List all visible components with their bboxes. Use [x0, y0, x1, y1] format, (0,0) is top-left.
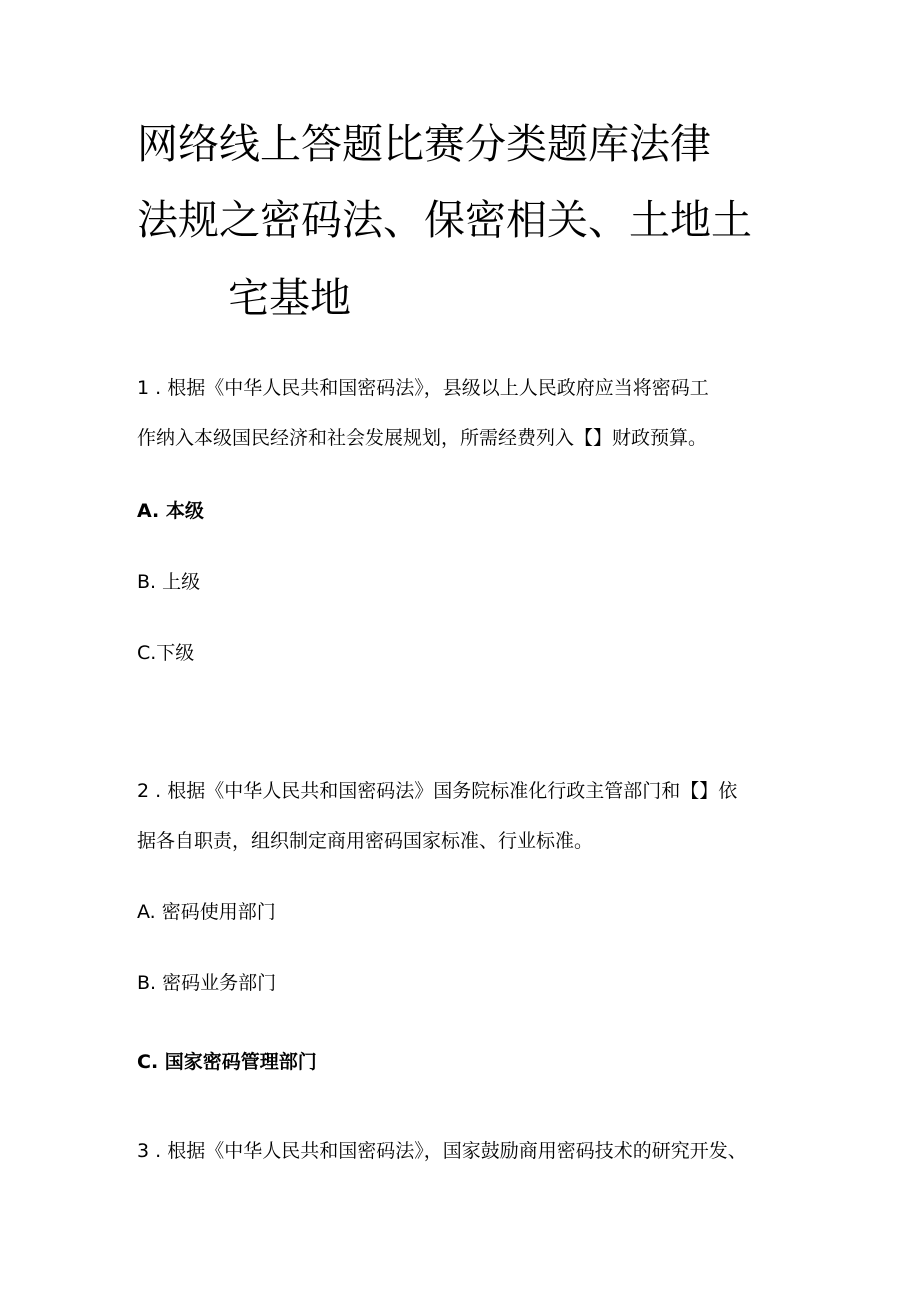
question-1-option-c: C.下级 — [137, 642, 195, 664]
question-1-text-line-2: 作纳入本级国民经济和社会发展规划，所需经费列入【】财政预算。 — [137, 427, 708, 449]
document-title-line-3: 宅基地 — [228, 274, 351, 322]
question-1-text-line-1: 1 . 根据《中华人民共和国密码法》，县级以上人民政府应当将密码工 — [137, 377, 709, 399]
question-2-text-line-1: 2 . 根据《中华人民共和国密码法》国务院标准化行政主管部门和【】依 — [137, 780, 738, 802]
document-title-line-1: 网络线上答题比赛分类题库法律 — [137, 120, 711, 168]
question-2-text-line-2: 据各自职责，组织制定商用密码国家标准、行业标准。 — [137, 830, 594, 852]
question-1-option-b: B. 上级 — [137, 571, 201, 593]
question-1-option-a: A. 本级 — [137, 500, 204, 522]
question-3-text-line-1: 3 . 根据《中华人民共和国密码法》，国家鼓励商用密码技术的研究开发、 — [137, 1140, 747, 1162]
question-2-option-c: C. 国家密码管理部门 — [137, 1051, 317, 1073]
question-2-option-b: B. 密码业务部门 — [137, 972, 277, 994]
document-title-line-2: 法规之密码法、保密相关、土地土 — [137, 196, 752, 244]
question-2-option-a: A. 密码使用部门 — [137, 901, 276, 923]
